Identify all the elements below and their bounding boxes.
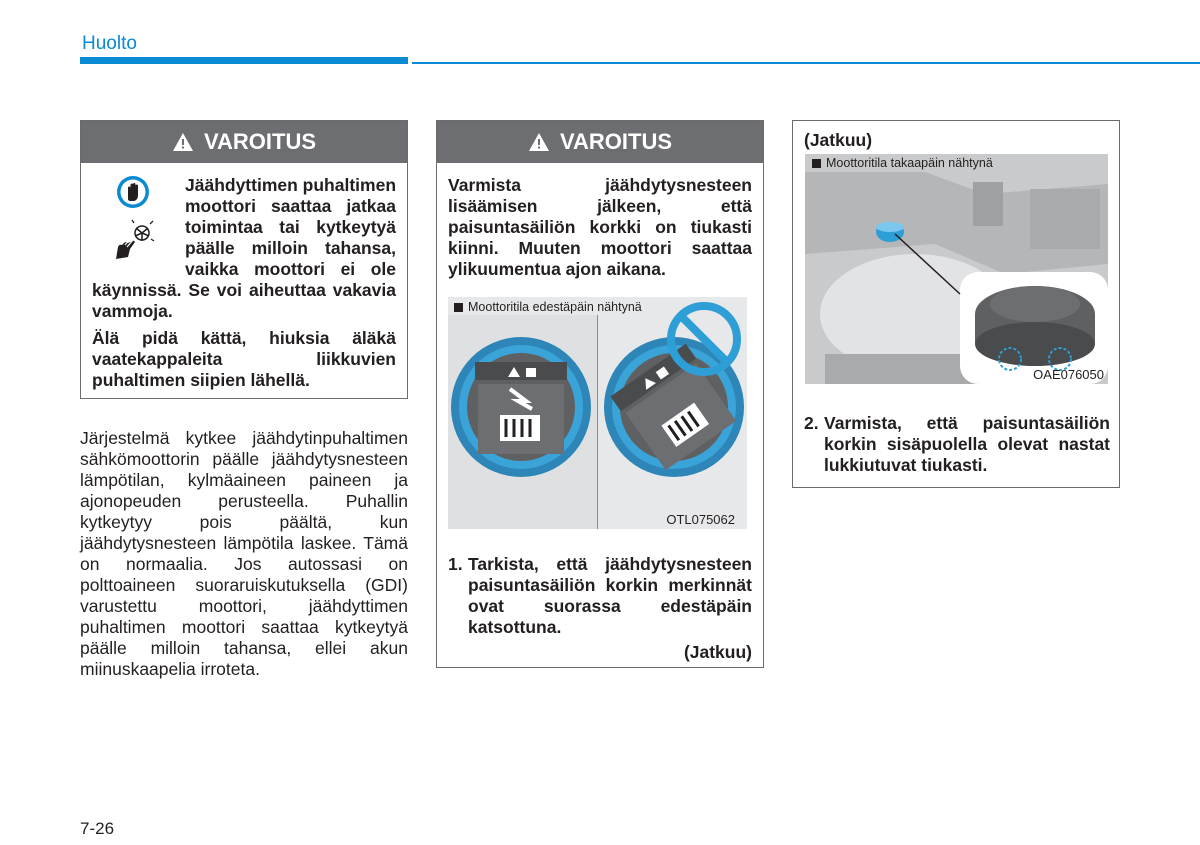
continued-box <box>792 120 1120 488</box>
figure-caption: Moottoritila takaapäin nähtynä <box>812 156 993 170</box>
figure-code: OTL075062 <box>666 512 735 527</box>
figure-divider <box>597 315 598 529</box>
warning-triangle-icon <box>172 132 194 152</box>
warning-text: Varmista jäähdytysnesteen lisäämisen jälkeen, että paisuntasäiliön korkki on tiukasti kiinni. Muuten moottori saattaa ylikuumentua ajon aikana. <box>448 175 752 279</box>
warning-icons <box>92 175 172 265</box>
engine-bay-illustration <box>805 154 1108 384</box>
warning-paragraph-1: Jäähdyttimen puhaltimen moottori saattaa jatkaa toimintaa tai kytkeytyä päälle milloin tahansa, vaikka moottori ei ole käynnissä. Se voi aiheuttaa vakavia vammoja. <box>92 175 397 321</box>
step-number: 2. <box>804 413 819 433</box>
figure-cap-rear-view <box>805 154 1108 384</box>
warning-triangle-icon <box>528 132 550 152</box>
warning-title: VAROITUS <box>203 129 317 154</box>
step-number: 1. <box>448 554 463 574</box>
warning-header <box>437 121 763 163</box>
step-1 <box>448 554 752 638</box>
header-rule-thick <box>80 57 408 64</box>
header-rule-thin <box>412 62 1200 64</box>
step-2 <box>804 413 1110 476</box>
body-paragraph: Järjestelmä kytkee jäähdytinpuhaltimen sähkömoottorin päälle jäähdytysnesteen lämpötilan, kylmäaineen paineen ja ajonopeuden perusteella. Puhallin kytkeytyy pois päältä, kun jäähdytysnesteen lämpötila laskee. Tämä on normaalia. Jos autossasi on polttoaineen suoraruiskutuksella (GDI) varustettu moottori, jäähdyttimen puhaltimen moottori saattaa kytkeytyä päälle milloin tahansa, ellei akun miinuskaapelia irroteta. <box>80 428 408 679</box>
step-text: Tarkista, että jäähdytysnesteen paisuntasäiliön korkin merkinnät ovat suorassa edestäpäin katsottuna. <box>468 554 752 637</box>
continued-label: (Jatkuu) <box>804 130 873 150</box>
continued-label: (Jatkuu) <box>683 642 752 662</box>
figure-cap-front-view <box>448 297 747 529</box>
warning-box-fan <box>80 120 408 399</box>
warning-header <box>81 121 407 163</box>
warning-box-coolant-cap <box>436 120 764 668</box>
figure-caption: Moottoritila edestäpäin nähtynä <box>454 300 642 314</box>
section-title: Huolto <box>82 33 137 54</box>
stop-hand-icon <box>116 175 150 209</box>
warning-paragraph-2: Älä pidä kättä, hiuksia äläkä vaatekappaleita liikkuvien puhaltimen siipien lähellä. <box>92 328 396 390</box>
figure-code: OAE076050 <box>1033 367 1104 382</box>
page-number: 7-26 <box>80 819 115 838</box>
fan-hand-hazard-icon <box>112 219 156 263</box>
warning-title: VAROITUS <box>559 129 673 154</box>
step-text: Varmista, että paisuntasäiliön korkin sisäpuolella olevat nastat lukkiutuvat tiukasti. <box>824 413 1110 475</box>
